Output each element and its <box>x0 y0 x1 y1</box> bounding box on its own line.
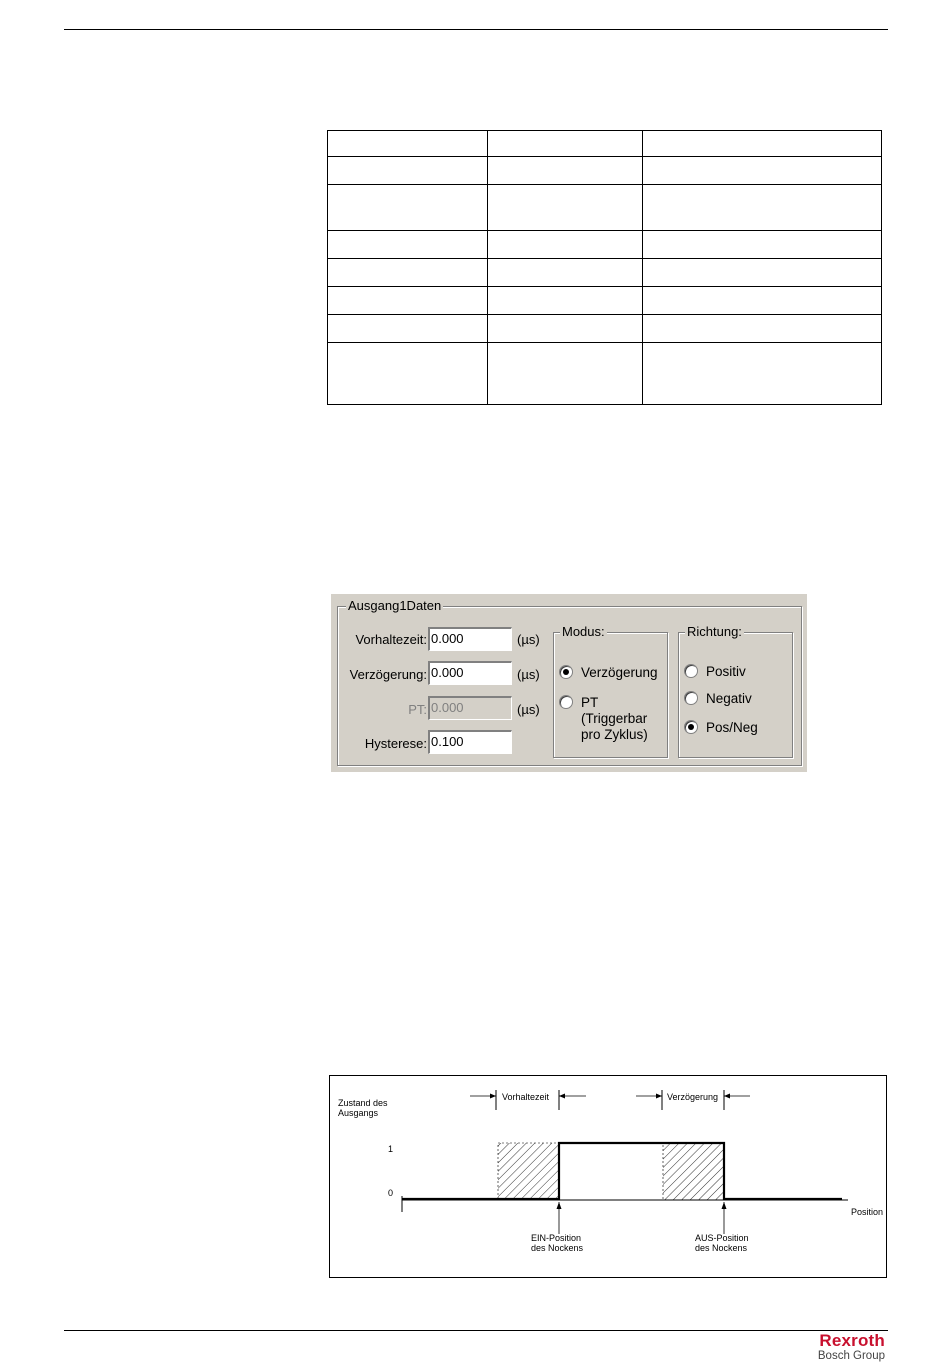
hysterese-label: Hysterese: <box>364 736 427 751</box>
vorhaltezeit-region <box>498 1143 559 1200</box>
aus-position-label-line2: des Nockens <box>695 1243 748 1253</box>
posneg-radio[interactable] <box>684 720 698 734</box>
aus-position-label-line1: AUS-Position <box>695 1233 749 1243</box>
timing-diagram-graphic <box>330 1076 886 1277</box>
logo-subtitle: Bosch Group <box>817 1350 885 1362</box>
rexroth-logo <box>818 1332 885 1363</box>
x-axis-label: Position <box>851 1207 884 1217</box>
verzoegerung-input[interactable]: 0.000 <box>428 661 512 685</box>
table-row <box>328 315 882 343</box>
verzoegerung-radio-label: Verzögerung <box>581 665 658 680</box>
output-signal <box>402 1143 842 1199</box>
ein-position-label-line2: des Nockens <box>531 1243 584 1253</box>
pt-radio-label: PT <box>581 695 599 710</box>
ausgang-dialog <box>331 594 807 772</box>
positiv-radio[interactable] <box>684 664 698 678</box>
modus-title: Modus: <box>562 624 605 639</box>
arrow-head <box>490 1094 496 1099</box>
y-axis-label-line2: Ausgangs <box>338 1108 379 1118</box>
table-row <box>328 231 882 259</box>
verzoegerung-radio[interactable] <box>559 665 573 679</box>
arrow-head <box>656 1094 662 1099</box>
pt-label: PT: <box>408 702 427 717</box>
y-tick-1: 1 <box>388 1144 394 1154</box>
table-row <box>328 157 882 185</box>
logo-brand: Rexroth <box>819 1331 885 1350</box>
pt-radio[interactable] <box>559 695 573 709</box>
pt-radio-label-line3: pro Zyklus) <box>581 727 648 742</box>
empty-table <box>327 130 882 405</box>
header-rule <box>64 29 888 30</box>
arrow-head <box>559 1094 565 1099</box>
table-row <box>328 343 882 405</box>
ausgang-group-title: Ausgang1Daten <box>348 598 442 613</box>
vorhaltezeit-input[interactable]: 0.000 <box>428 627 512 651</box>
posneg-radio-label: Pos/Neg <box>706 720 758 735</box>
vorhaltezeit-dim-label: Vorhaltezeit <box>502 1092 550 1102</box>
positiv-radio-label: Positiv <box>706 664 746 679</box>
richtung-title: Richtung: <box>687 624 742 639</box>
y-axis-label-line1: Zustand des <box>338 1098 388 1108</box>
verzoegerung-region <box>663 1143 724 1200</box>
vorhaltezeit-unit: (µs) <box>517 632 540 647</box>
table-row <box>328 259 882 287</box>
pt-unit: (µs) <box>517 702 540 717</box>
timing-diagram <box>329 1075 887 1278</box>
arrow-head <box>557 1202 562 1209</box>
table-row <box>328 185 882 231</box>
negativ-radio-label: Negativ <box>706 691 752 706</box>
footer-rule <box>64 1330 888 1331</box>
verzoegerung-label: Verzögerung: <box>349 667 427 682</box>
hysterese-input[interactable]: 0.100 <box>428 730 512 754</box>
vorhaltezeit-label: Vorhaltezeit: <box>355 632 427 647</box>
pt-input: 0.000 <box>428 696 512 720</box>
arrow-head <box>722 1202 727 1209</box>
arrow-head <box>724 1094 730 1099</box>
radio-selected-dot <box>688 724 694 730</box>
table-row <box>328 131 882 157</box>
negativ-radio[interactable] <box>684 691 698 705</box>
ein-position-label-line1: EIN-Position <box>531 1233 582 1243</box>
pt-radio-label-line2: (Triggerbar <box>581 711 648 726</box>
table-row <box>328 287 882 315</box>
verzoegerung-dim-label: Verzögerung <box>667 1092 719 1102</box>
radio-selected-dot <box>563 669 569 675</box>
verzoegerung-unit: (µs) <box>517 667 540 682</box>
y-tick-0: 0 <box>388 1188 394 1198</box>
